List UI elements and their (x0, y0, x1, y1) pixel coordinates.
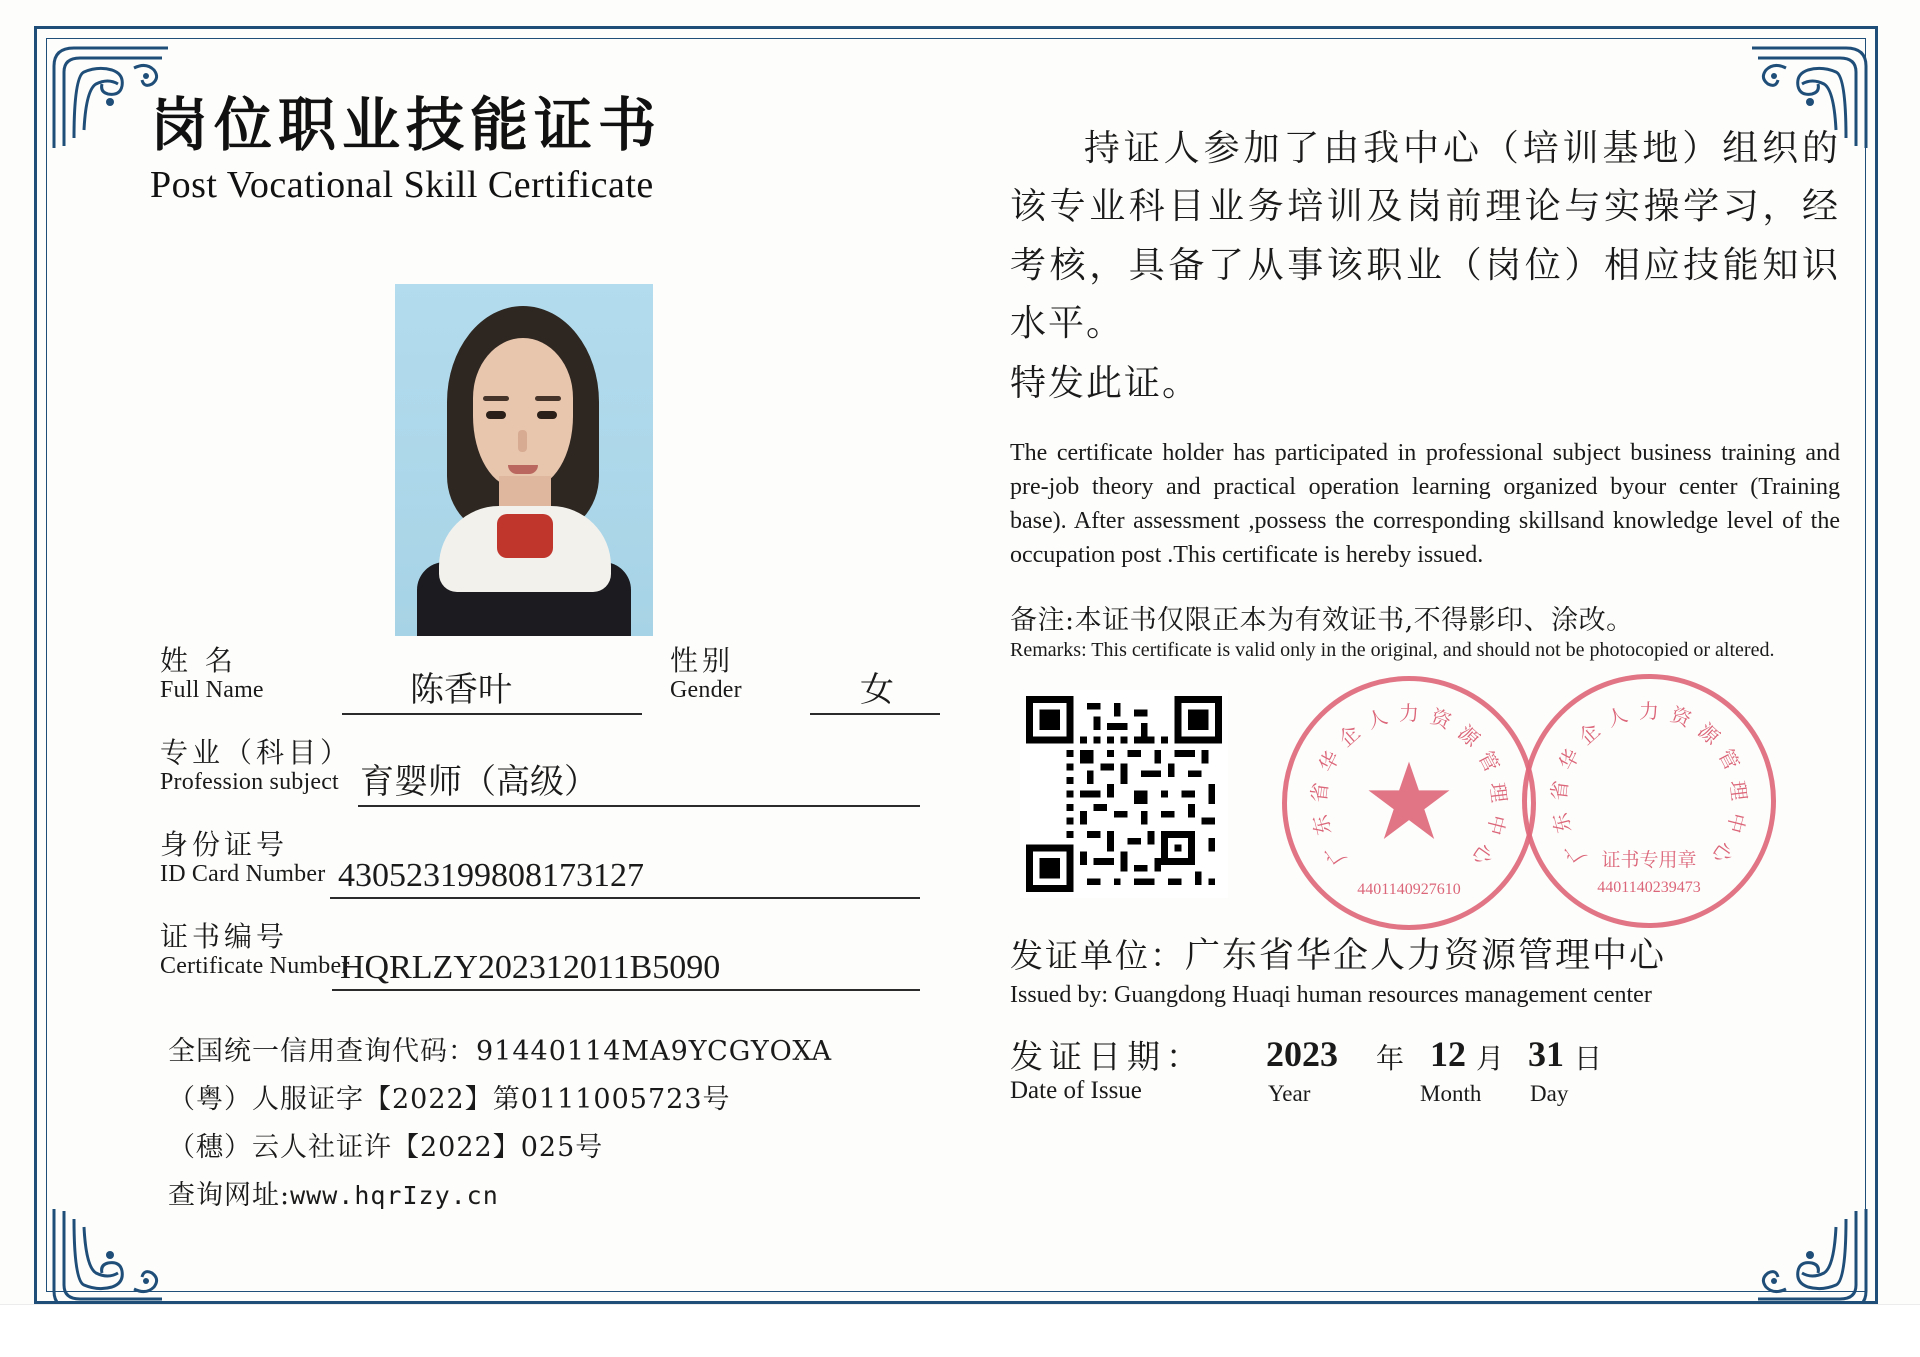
name-value: 陈香叶 (410, 670, 512, 710)
seal-ring-char: 心 (1707, 837, 1739, 868)
seal-subtitle: 证书专用章 (1601, 848, 1697, 871)
photo-lace-collar (439, 506, 611, 592)
seal-number: 4401140239473 (1597, 878, 1701, 896)
seal-ring-char: 力 (1639, 698, 1659, 723)
remarks-en: Remarks: This certificate is valid only in the original, and should not be photocopied or altered. (1010, 638, 1775, 661)
certificate-fields (160, 645, 920, 1013)
seal-ring-char: 管 (1713, 744, 1745, 774)
seal-ring-text (1539, 691, 1759, 911)
id-card-value: 430523199808173127 (338, 857, 644, 894)
gender-rule (810, 713, 940, 715)
issue-date-block (1010, 1031, 1840, 1127)
photo-mouth (508, 465, 538, 474)
certificate-title-cn: 岗位职业技能证书 (150, 91, 663, 159)
seal-ring-char: 源 (1453, 720, 1485, 752)
issue-date-label-cn: 发证日期： (1010, 1036, 1205, 1076)
seal-ring-char: 华 (1313, 746, 1345, 776)
field-row-id-card (160, 829, 920, 921)
star-icon (1364, 758, 1454, 848)
name-label (160, 645, 340, 705)
profession-value: 育婴师（高级） (360, 762, 598, 802)
issue-day-unit-cn: 日 (1574, 1041, 1603, 1075)
seal-ring-char: 企 (1573, 718, 1605, 750)
statement-cn-p2: 特发此证。 (1010, 363, 1201, 405)
issuer-en-row (1010, 982, 1840, 1009)
corner-ornament-icon (50, 1205, 180, 1315)
name-label-en: Full Name (160, 677, 264, 704)
official-seal (1282, 676, 1536, 930)
field-row-profession (160, 737, 920, 829)
seal-ring-char: 东 (1307, 812, 1336, 838)
credit-code-line: 全国统一信用查询代码：91440114MA9YCGYOXA (168, 1036, 833, 1067)
certificate-seal (1522, 674, 1776, 928)
certificate-number-rule (332, 989, 920, 991)
seal-ring-char: 力 (1399, 700, 1419, 725)
id-card-label (160, 829, 360, 889)
id-card-rule (330, 897, 920, 899)
profession-label-cn: 专业（科目） (160, 736, 353, 769)
photo-eyebrow-left (483, 396, 509, 401)
certificate-number-value: HQRLZY202312011B5090 (340, 949, 721, 986)
gender-label (670, 645, 850, 705)
query-site-url[interactable]: www.hqrIzy.cn (290, 1181, 499, 1211)
issue-day-unit-en: Day (1530, 1080, 1569, 1106)
photo-eye-right (537, 411, 557, 419)
issuer-label-cn: 发证单位： (1010, 935, 1185, 975)
issuer-value-en: Guangdong Huaqi human resources management center (1114, 981, 1652, 1008)
seal-ring-char: 资 (1427, 703, 1455, 734)
id-card-label-cn: 身份证号 (160, 828, 289, 861)
issuer-cn-row (1010, 928, 1840, 978)
certificate-number-label (160, 921, 360, 981)
issue-date-label-en: Date of Issue (1010, 1076, 1142, 1104)
name-label-cn: 姓 名 (160, 644, 237, 677)
name-rule (342, 713, 642, 715)
corner-ornament-icon (1740, 1205, 1870, 1315)
seal-ring-char: 华 (1553, 744, 1585, 774)
issue-year-unit-cn: 年 (1376, 1041, 1405, 1075)
qr-code[interactable] (1020, 690, 1228, 898)
seal-ring-char: 省 (1306, 781, 1333, 804)
issue-day-value: 31 (1528, 1033, 1564, 1074)
issue-month-unit-cn: 月 (1476, 1041, 1505, 1075)
remarks-cn: 备注:本证书仅限正本为有效证书,不得影印、涂改。 (1010, 604, 1634, 636)
seal-ring-char: 广 (1559, 837, 1591, 868)
seal-ring-char: 省 (1546, 779, 1573, 802)
field-row-name (160, 645, 920, 737)
query-site-row (168, 1172, 948, 1220)
qr-and-seals (1010, 684, 1840, 914)
field-row-certificate-number (160, 921, 920, 1013)
seal-ring-char: 理 (1485, 781, 1512, 804)
seal-ring-char: 中 (1722, 810, 1751, 836)
seal-ring-char: 人 (1603, 701, 1631, 732)
seal-ring-char: 理 (1725, 779, 1752, 802)
issue-month-unit-en: Month (1420, 1080, 1482, 1106)
issuer-label-en: Issued by: (1010, 981, 1108, 1008)
issue-year-unit-en: Year (1268, 1080, 1311, 1106)
seal-ring-char: 中 (1482, 812, 1511, 838)
certificate-title-en: Post Vocational Skill Certificate (150, 163, 654, 206)
seal-ring-char: 资 (1667, 701, 1695, 732)
query-site-label: 查询网址: (168, 1180, 291, 1212)
seal-ring-char: 管 (1473, 746, 1505, 776)
gender-value: 女 (860, 670, 894, 710)
certificate-left-column (150, 92, 940, 207)
photo-nose (518, 430, 527, 452)
profession-label (160, 737, 370, 797)
profession-label-en: Profession subject (160, 769, 339, 796)
license-line: （粤）人服证字【2022】第0111005723号 (168, 1084, 731, 1116)
statement-cn (1010, 120, 1840, 353)
certificate-number-label-cn: 证书编号 (160, 920, 289, 953)
seal-ring-char: 广 (1319, 839, 1351, 870)
profession-rule (358, 805, 920, 807)
certificate-number-label-en: Certificate Number (160, 953, 350, 980)
photo-eyebrow-right (535, 396, 561, 401)
certificate-right-column (1010, 120, 1840, 1127)
remarks-block (1010, 598, 1840, 662)
seal-ring-char: 心 (1467, 839, 1499, 870)
issue-year-value: 2023 (1266, 1033, 1338, 1074)
issuer-value-cn: 广东省华企人力资源管理中心 (1185, 935, 1667, 976)
statement-en: The certificate holder has participated in professional subject business training and pre-job theory and practical operation learning organized byour center (Training base). After assessment ,possess the corresponding skillsand knowledge level of the occupation post .This certificate is hereby issued. (1010, 439, 1840, 568)
footer-legal-info (168, 1028, 948, 1220)
permit-line: （穗）云人社证许【2022】025号 (168, 1132, 604, 1164)
seal-ring-char: 东 (1547, 810, 1576, 836)
photo-eye-left (486, 411, 506, 419)
seal-ring-char: 源 (1693, 718, 1725, 750)
seal-number: 4401140927610 (1357, 880, 1461, 898)
issue-month-value: 12 (1430, 1033, 1466, 1074)
seal-ring-char: 企 (1333, 720, 1365, 752)
issuer-block (1010, 928, 1840, 1009)
statement-cn-p1: 持证人参加了由我中心（培训基地）组织的该专业科目业务培训及岗前理论与实操学习，经考核，具备了从事该职业（岗位）相应技能知识水平。 (1010, 128, 1840, 344)
gender-label-cn: 性别 (670, 644, 735, 677)
seal-ring-char: 人 (1363, 703, 1391, 734)
gender-label-en: Gender (670, 677, 742, 704)
holder-photo (395, 284, 653, 636)
id-card-label-en: ID Card Number (160, 861, 326, 888)
scan-edge-strip (0, 1304, 1920, 1357)
